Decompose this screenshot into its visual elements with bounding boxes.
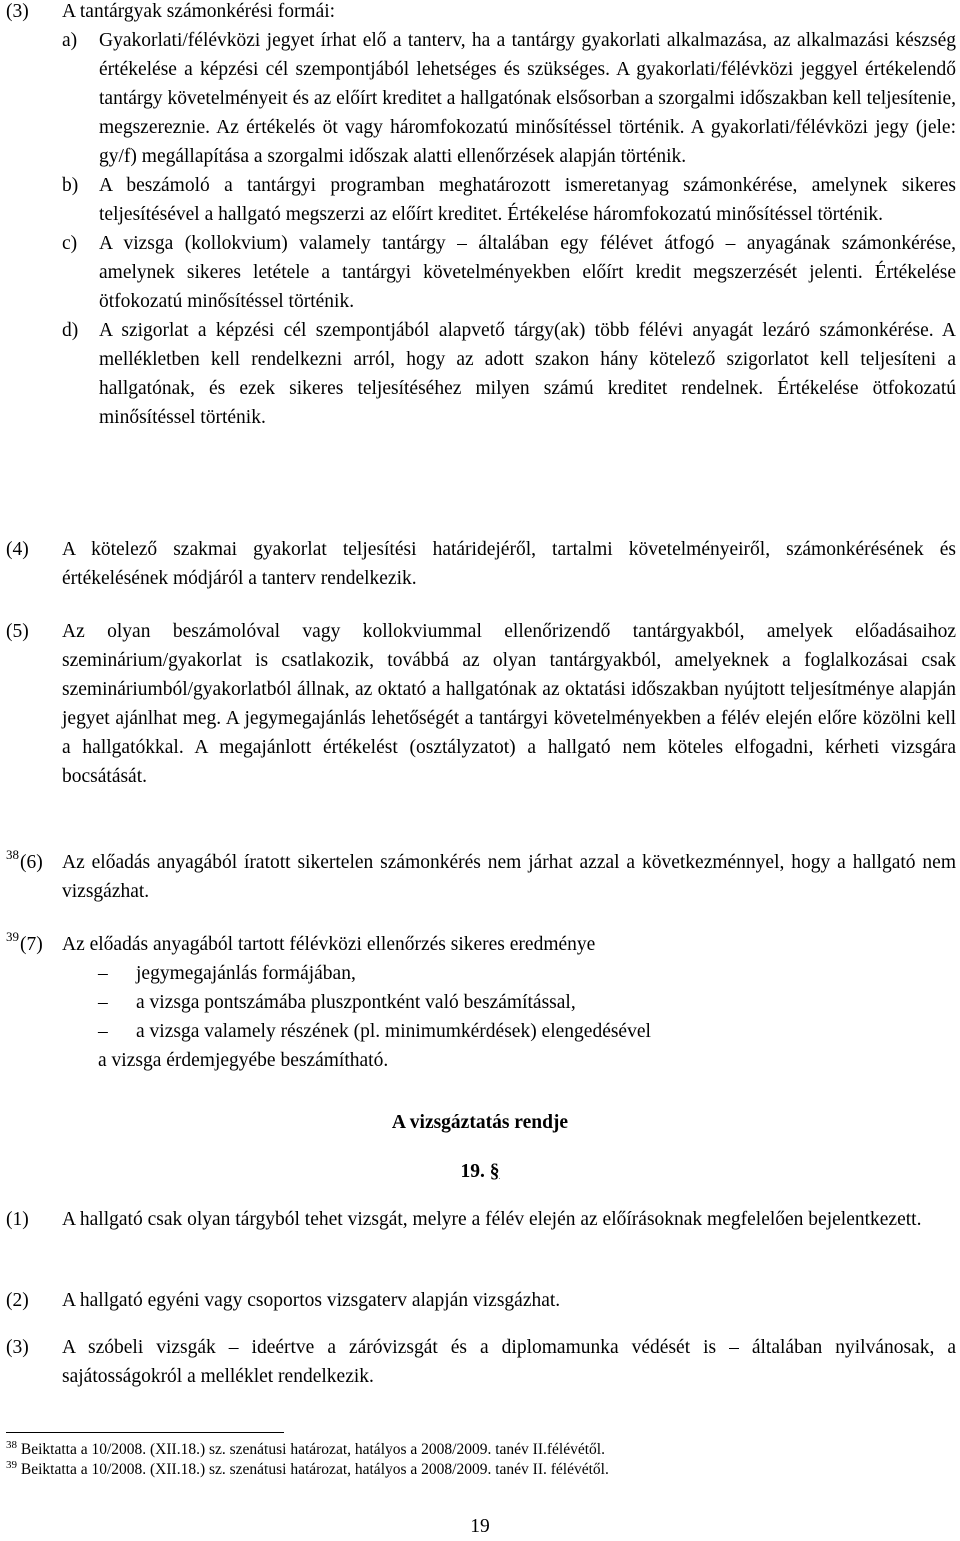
footnote-text: Beiktatta a 10/2008. (XII.18.) sz. szenátusi határozat, hatályos a 2008/2009. tanév II.félévétől. [20,1441,605,1458]
paragraph-number: (3) [6,1337,29,1358]
section-paragraph-2 [0,1286,956,1315]
paragraph-text: A szóbeli vizsgák – ideértve a záróvizsgát és a diplomamunka védését is – általában nyilvánosak, a sajátosságokról a melléklet rendelkezik. [62,1337,956,1387]
paragraph-text: A hallgató egyéni vagy csoportos vizsgaterv alapján vizsgázhat. [62,1290,561,1311]
paragraph-number: (4) [6,539,29,560]
list-item [62,988,956,1017]
footnote-reference[interactable]: 39 [6,929,19,944]
paragraph-text: A hallgató csak olyan tárgyból tehet vizsgát, melyre a félév elején az előírásoknak megfelelően bejelentkezett. [62,1209,922,1230]
paragraph-intro: Az előadás anyagából tartott félévközi ellenőrzés sikeres eredménye [62,934,596,955]
page-number: 19 [470,1516,490,1537]
paragraph-4 [0,535,956,593]
paragraph-number: (3) [6,1,29,22]
footnote-38 [6,1440,605,1461]
item-b [62,171,956,229]
item-label: d) [62,320,79,341]
paragraph-number: (2) [6,1290,29,1311]
section-paragraph-3 [0,1333,956,1391]
paragraph-number: (5) [6,621,29,642]
list-item [62,959,956,988]
section-paragraph-1 [0,1205,956,1234]
paragraph-text: Az előadás anyagából íratott sikertelen számonkérés nem járhat azzal a következménnyel, hogy a hallgató nem vizsgázhat. [62,852,956,902]
list-item-text: a vizsga pontszámába pluszpontként való beszámítással, [136,992,576,1013]
item-label: c) [62,233,78,254]
list-item-text: a vizsga valamely részének (pl. minimumkérdések) elengedésével [136,1021,651,1042]
paragraph-title: A tantárgyak számonkérési formái: [62,1,336,22]
dash-bullet: – [98,963,108,984]
item-label: a) [62,30,78,51]
item-a [62,26,956,171]
item-d [62,316,956,432]
paragraph-5 [0,617,956,791]
paragraph-7 [0,930,956,1075]
footnote-number: 38 [6,1439,17,1451]
paragraph-text: A kötelező szakmai gyakorlat teljesítési határidejéről, tartalmi követelményeiről, számonkérésének és értékelésének módjáról a tanterv rendelkezik. [62,539,956,589]
footnote-reference[interactable]: 38 [6,847,19,862]
item-text: A beszámoló a tantárgyi programban meghatározott ismeretanyag számonkérése, amelynek sikeres teljesítésével a hallgató megszerzi az előírt kreditet. Értékelése háromfokozatú minősítéssel történik. [99,175,956,225]
dash-bullet: – [98,992,108,1013]
item-c [62,229,956,316]
paragraph-text: Az olyan beszámolóval vagy kollokviummal ellenőrizendő tantárgyakból, amelyek előadásaihoz szeminárium/gyakorlat is csatlakozik, továbbá az olyan tantárgyakból, amelyeknek a foglalkozásai csak szemináriumból/gyakorlatból állnak, az oktató a hallgatónak az oktatási időszakban nyújtott teljesítménye alapján jegyet ajánlhat meg. A jegymegajánlás lehetőségét a tantárgyi követelményekben a félév elején előre közölni kell a hallgatókkal. A megajánlott értékelést (osztályzatot) a hallgató nem köteles elfogadni, kérheti vizsgára bocsátását. [62,621,956,787]
item-text: A vizsga (kollokvium) valamely tantárgy – általában egy félévet átfogó – anyagának számonkérése, amelynek sikeres letétele a tantárgyi követelményekben előírt kredit megszerzését jelenti. Értékelése ötfokozatú minősítéssel történik. [99,233,956,312]
paragraph-closing: a vizsga érdemjegyébe beszámítható. [98,1050,389,1071]
section-number: 19. § [460,1161,500,1182]
item-label: b) [62,175,79,196]
section-sign: § [489,1161,500,1182]
footnote-39 [6,1460,609,1481]
dash-bullet: – [98,1021,108,1042]
list-item-text: jegymegajánlás formájában, [136,963,356,984]
list-item [62,1017,956,1046]
footnote-number: 39 [6,1459,17,1471]
section-title: A vizsgáztatás rendje [391,1112,569,1133]
paragraph-3 [0,0,956,432]
paragraph-6 [0,848,956,906]
paragraph-number: $^{38}$(6) [6,847,43,873]
paragraph-number: $^{39}$(7) [6,929,43,955]
paragraph-number: (1) [6,1209,29,1230]
item-text: Gyakorlati/félévközi jegyet írhat elő a tanterv, ha a tantárgy gyakorlati alkalmazása, az alkalmazási készség értékelése a képzési cél szempontjából lehetséges és szükséges. A gyakorlati/félévközi jeggyel értékelendő tantárgy követelményeit és az előírt kreditet a hallgatónak elsősorban a szorgalmi időszakban kell teljesítenie, megszereznie. Az értékelés öt vagy háromfokozatú minősítéssel történik. A gyakorlati/félévközi jegy (jele: gy/f) megállapítása a szorgalmi időszak alatti ellenőrzések alapján történik. [99,30,956,167]
item-text: A szigorlat a képzési cél szempontjából alapvető tárgy(ak) több félévi anyagát lezáró számonkérése. A mellékletben kell rendelkezni arról, hogy az adott szakon hány kötelező szigorlatot kell teljesíteni a hallgatónak, és ezek sikeres teljesítéséhez milyen számú kreditet rendelnek. Értékelése ötfokozatú minősítéssel történik. [99,320,956,428]
footnote-text: Beiktatta a 10/2008. (XII.18.) sz. szenátusi határozat, hatályos a 2008/2009. tanév II. félévétől. [20,1461,609,1478]
footnote-divider [6,1432,284,1433]
